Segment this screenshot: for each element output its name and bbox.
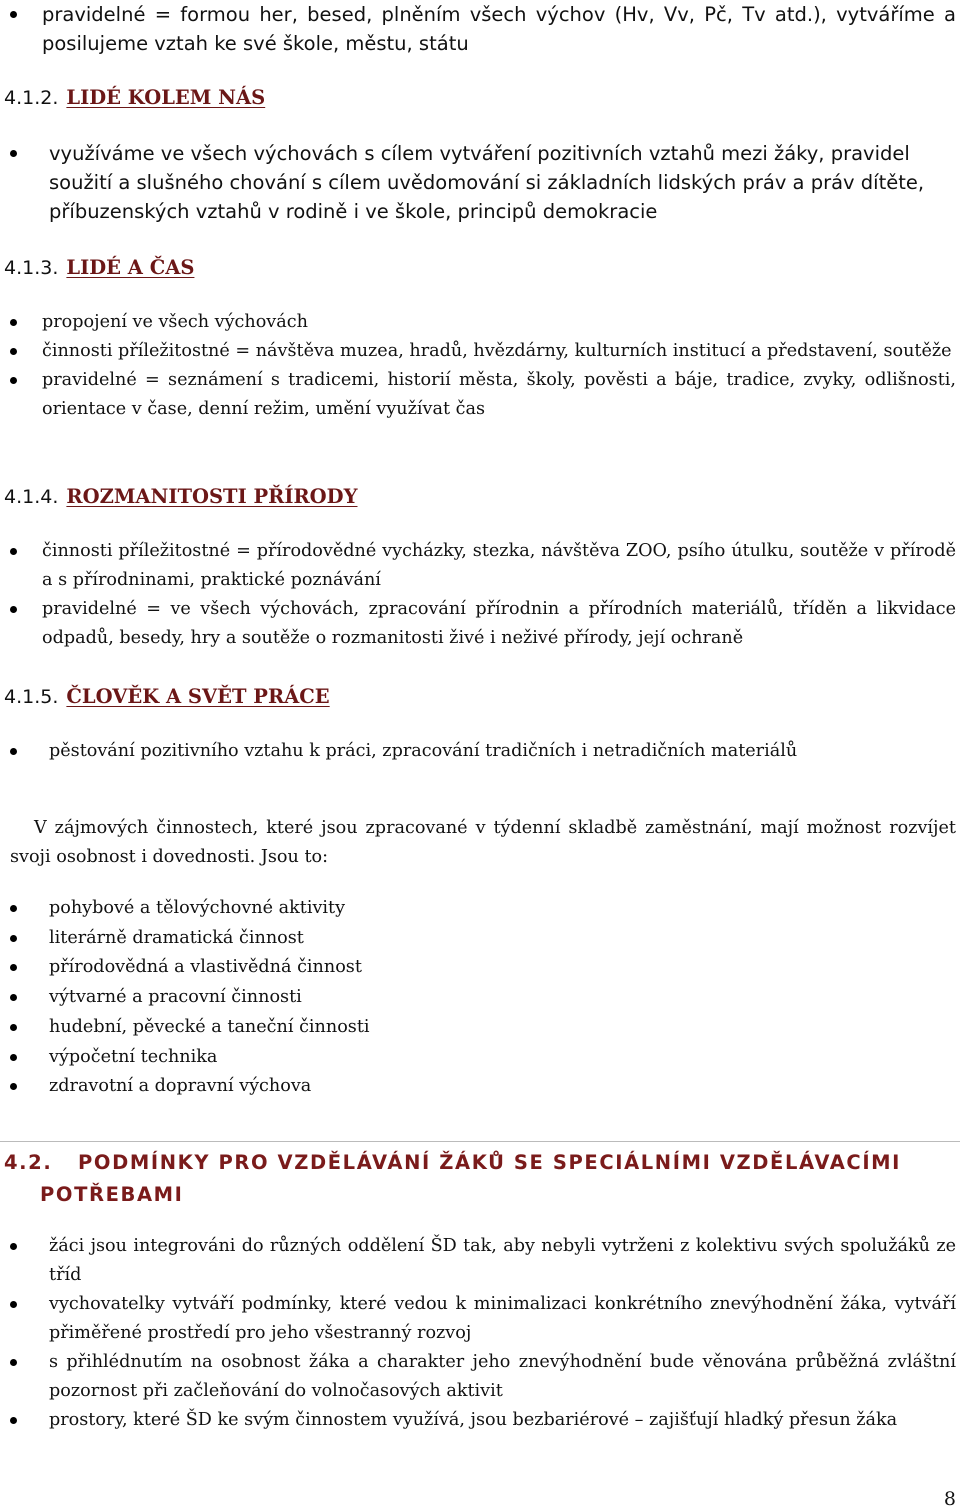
section-4-1-5-list-block bbox=[0, 737, 960, 766]
section-title-line-2: POTŘEBAMI bbox=[40, 1183, 184, 1206]
section-heading-4-1-5 bbox=[4, 685, 330, 708]
section-heading-4-1-3 bbox=[4, 256, 194, 279]
list-item: literárně dramatická činnost bbox=[49, 924, 956, 954]
section-heading-4-1-4 bbox=[4, 485, 358, 508]
section-4-1-2-list-block bbox=[0, 139, 960, 226]
section-title: LIDÉ KOLEM NÁS bbox=[66, 86, 266, 109]
section-4-2-list-block bbox=[0, 1232, 960, 1435]
top-list bbox=[0, 0, 960, 58]
list-item: využíváme ve všech výchovách s cílem vytváření pozitivních vztahů mezi žáky, pravidel soužití a slušného chování s cílem uvědomování si základních lidských práv a práv dítěte, příbuzenských vztahů v rodině i ve škole, principů demokracie bbox=[49, 139, 956, 226]
section-4-1-5-list bbox=[0, 737, 960, 766]
section-heading-4-1-2 bbox=[4, 86, 265, 109]
list-item: výtvarné a pracovní činnosti bbox=[49, 983, 956, 1013]
list-item: pravidelné = seznámení s tradicemi, historií města, školy, pověsti a báje, tradice, zvyky, odlišnosti, orientace v čase, denní režim, umění využívat čas bbox=[42, 366, 956, 424]
list-item: propojení ve všech výchovách bbox=[42, 308, 956, 337]
section-4-1-3-list bbox=[0, 308, 960, 424]
section-number: 4.2. bbox=[4, 1151, 53, 1174]
list-item: s přihlédnutím na osobnost žáka a charakter jeho znevýhodnění bude věnována průběžná zvláštní pozornost při začleňování do volnočasových aktivit bbox=[49, 1348, 956, 1406]
list-item: pravidelné = ve všech výchovách, zpracování přírodnin a přírodních materiálů, tříděn a likvidace odpadů, besedy, hry a soutěže o rozmanitosti živé i neživé přírody, její ochraně bbox=[42, 595, 956, 653]
list-item: hudební, pěvecké a taneční činnosti bbox=[49, 1013, 956, 1043]
section-title: ČLOVĚK A SVĚT PRÁCE bbox=[66, 685, 330, 708]
section-number: 4.1.3. bbox=[4, 257, 59, 279]
section-number: 4.1.5. bbox=[4, 686, 59, 708]
section-4-1-4-list bbox=[0, 537, 960, 653]
interest-list bbox=[0, 894, 960, 1102]
heading-divider bbox=[0, 1141, 960, 1142]
interest-list-block bbox=[0, 894, 960, 1102]
section-number: 4.1.2. bbox=[4, 87, 59, 109]
section-4-1-4-list-block bbox=[0, 537, 960, 653]
list-item: pěstování pozitivního vztahu k práci, zpracování tradičních i netradičních materiálů bbox=[49, 737, 956, 766]
list-item: prostory, které ŠD ke svým činnostem využívá, jsou bezbariérové – zajišťují hladký přesun žáka bbox=[49, 1406, 956, 1435]
section-4-2-list bbox=[0, 1232, 960, 1435]
interest-paragraph: V zájmových činnostech, které jsou zpracované v týdenní skladbě zaměstnání, mají možnost rozvíjet svoji osobnost i dovednosti. Jsou to: bbox=[10, 818, 956, 867]
list-item: činnosti příležitostné = přírodovědné vycházky, stezka, návštěva ZOO, psího útulku, soutěže v přírodě a s přírodninami, praktické poznávání bbox=[42, 537, 956, 595]
top-list-block bbox=[0, 0, 960, 58]
section-4-1-3-list-block bbox=[0, 308, 960, 424]
section-title-line-1: PODMÍNKY PRO VZDĚLÁVÁNÍ ŽÁKŮ SE SPECIÁLNÍMI VZDĚLÁVACÍMI bbox=[78, 1151, 902, 1174]
section-heading-4-2 bbox=[4, 1147, 959, 1211]
list-item: žáci jsou integrováni do různých oddělení ŠD tak, aby nebyli vytrženi z kolektivu svých spolužáků ze tříd bbox=[49, 1232, 956, 1290]
list-item: výpočetní technika bbox=[49, 1043, 956, 1073]
page-number: 8 bbox=[943, 1488, 956, 1510]
list-item: vychovatelky vytváří podmínky, které vedou k minimalizaci konkrétního znevýhodnění žáka, vytváří přiměřené prostředí pro jeho všestranný rozvoj bbox=[49, 1290, 956, 1348]
list-item: činnosti příležitostné = návštěva muzea, hradů, hvězdárny, kulturních institucí a představení, soutěže bbox=[42, 337, 956, 366]
section-4-1-2-list bbox=[0, 139, 960, 226]
list-item: zdravotní a dopravní výchova bbox=[49, 1072, 956, 1102]
section-number: 4.1.4. bbox=[4, 486, 59, 508]
list-item: pravidelné = formou her, besed, plněním všech výchov (Hv, Vv, Pč, Tv atd.), vytváříme a posilujeme vztah ke své škole, městu, státu bbox=[42, 0, 956, 58]
section-title: LIDÉ A ČAS bbox=[66, 256, 195, 279]
section-title: ROZMANITOSTI PŘÍRODY bbox=[66, 485, 358, 508]
section-heading-line-1 bbox=[4, 1147, 959, 1179]
list-item: pohybové a tělovýchovné aktivity bbox=[49, 894, 956, 924]
list-item: přírodovědná a vlastivědná činnost bbox=[49, 953, 956, 983]
